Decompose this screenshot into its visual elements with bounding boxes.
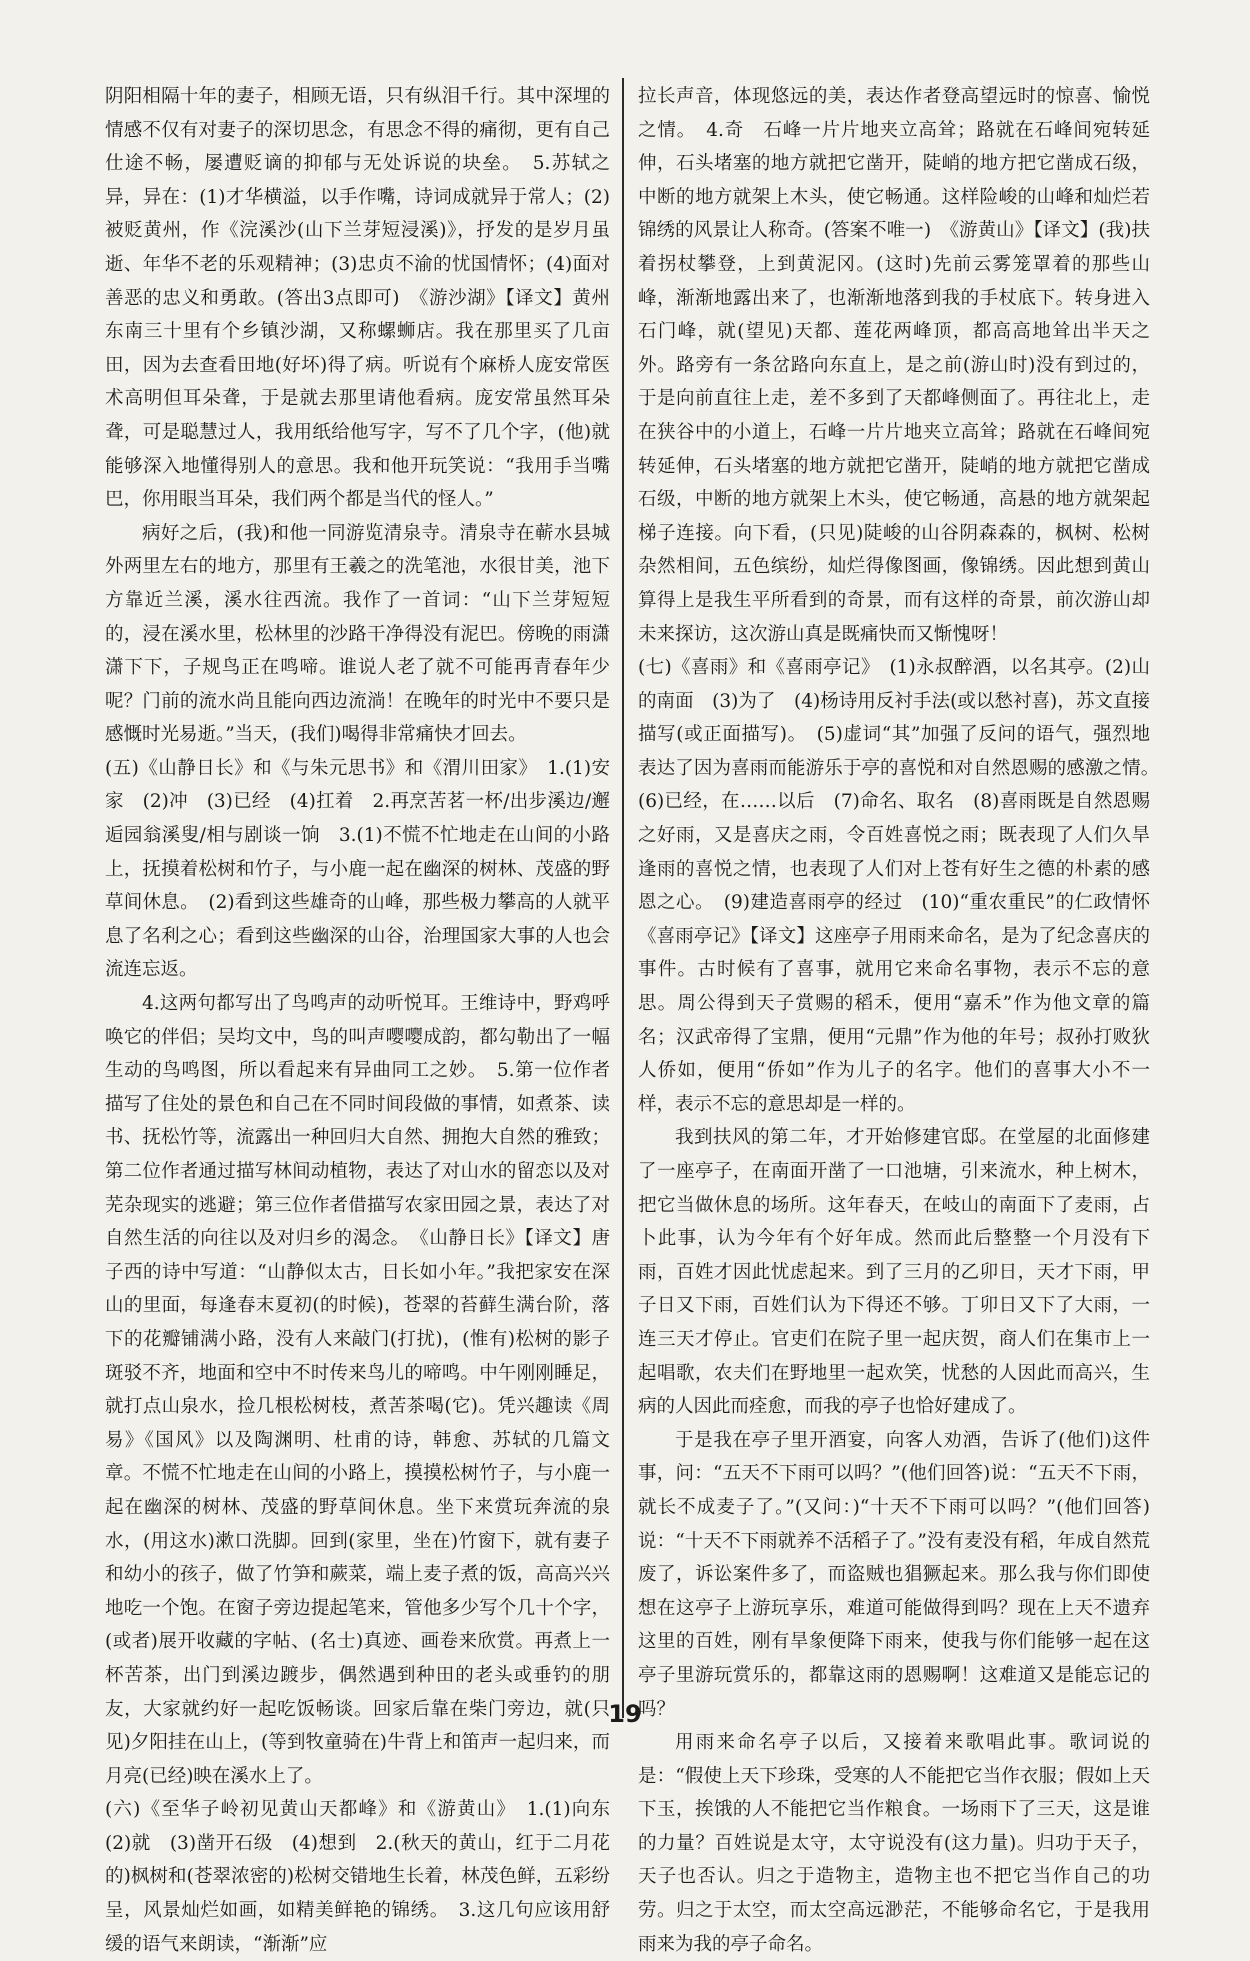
left-paragraph-4: 4.这两句都写出了鸟鸣声的动听悦耳。王维诗中，野鸡呼唤它的伴侣；吴均文中，鸟的叫声嘤嘤成韵，都勾勒出了一幅生动的鸟鸣图，所以看起来有异曲同工之妙。 5.第一位作者描写了住处的景色和自己在不同时间段做的事情，如煮茶、读书、抚松竹等，流露出一种回归大自然、拥抱大自然的雅致；第二位作者通过描写林间动植物，表达了对山水的留恋以及对芜杂现实的逃避；第三位作者借描写农家田园之景，表达了对自然生活的向往以及对归乡的渴念。 《山静日长》【译文】唐子西的诗中写道：“山静似太古，日长如小年。”我把家安在深山的里面，每逢春末夏初(的时候)，苍翠的苔藓生满台阶，落下的花瓣铺满小路，没有人来敲门(打扰)，(惟有)松树的影子斑驳不齐，地面和空中不时传来鸟儿的啼鸣。中午刚刚睡足，就打点山泉水，捡几根松树枝，煮苦茶喝(它)。凭兴趣读《周易》《国风》以及陶渊明、杜甫的诗，韩愈、苏轼的几篇文章。不慌不忙地走在山间的小路上，摸摸松树竹子，与小鹿一起在幽深的树林、茂盛的野草间休息。坐下来赏玩奔流的泉水，(用这水)漱口洗脚。回到(家里，坐在)竹窗下，就有妻子和幼小的孩子，做了竹笋和蕨菜，端上麦子煮的饭，高高兴兴地吃一个饱。在窗子旁边提起笔来，管他多少写个几十个字，(或者)展开收藏的字帖、(名士)真迹、画卷来欣赏。再煮上一杯苦茶，出门到溪边踱步，偶然遇到种田的老头或垂钓的朋友，大家就约好一起吃饭畅谈。回家后靠在柴门旁边，就(只见)夕阳挂在山上，(等到牧童骑在)牛背上和笛声一起归来，而月亮(已经)映在溪水上了。	[105, 993, 610, 1787]
left-section-6: (六)《至华子岭初见黄山天都峰》和《游黄山》 1.(1)向东 (2)就 (3)凿开石级 (4)想到 2.(秋天的黄山，红于二月花的)枫树和(苍翠浓密的)松树交错地生长着，林茂色鲜，五彩纷呈，风景灿烂如画，如精美鲜艳的锦绣。 3.这几句应该用舒缓的语气来朗读，“渐渐”应	[105, 1799, 629, 1955]
left-section-5: (五)《山静日长》和《与朱元思书》和《渭川田家》 1.(1)安家 (2)冲 (3)已经 (4)扛着 2.再烹苦茗一杯/出步溪边/邂逅园翁溪叟/相与剧谈一饷 3.(1)不慌不忙地走在山间的小路上，抚摸着松树和竹子，与小鹿一起在幽深的树林、茂盛的野草间休息。 (2)看到这些雄奇的山峰，那些极力攀高的人就平息了名利之心；看到这些幽深的山谷，治理国家大事的人也会流连忘返。	[105, 757, 610, 981]
right-column	[638, 80, 1169, 1955]
right-section-7: (七)《喜雨》和《喜雨亭记》 (1)永叔醉酒，以名其亭。(2)山的南面 (3)为了 (4)杨诗用反衬手法(或以愁衬喜)，苏文直接描写(或正面描写)。 (5)虚词“其”加强了反问的语气，强烈地表达了因为喜雨而能游乐于亭的喜悦和对自然恩赐的感激之情。 (6)已经，在……以后 (7)命名、取名 (8)喜雨既是自然恩赐之好雨，又是喜庆之雨，令百姓喜悦之雨；既表现了人们久旱逢雨的喜悦之情，也表现了人们对上苍有好生之德的朴素的感恩之心。 (9)建造喜雨亭的经过 (10)“重农重民”的仁政情怀 《喜雨亭记》【译文】这座亭子用雨来命名，是为了纪念喜庆的事件。古时候有了喜事，就用它来命名事物，表示不忘的意思。周公得到天子赏赐的稻禾，便用“嘉禾”作为他文章的篇名；汉武帝得了宝鼎，便用“元鼎”作为他的年号；叔孙打败狄人侨如，便用“侨如”作为儿子的名字。他们的喜事大小不一样，表示不忘的意思却是一样的。	[638, 657, 1169, 1115]
left-paragraph-2: 病好之后，(我)和他一同游览清泉寺。清泉寺在蕲水县城外两里左右的地方，那里有王羲之的洗笔池，水很甘美，池下方靠近兰溪，溪水往西流。我作了一首词：“山下兰芽短短的，浸在溪水里，松林里的沙路干净得没有泥巴。傍晚的雨潇潇下下，子规鸟正在鸣啼。谁说人老了就不可能再青春年少呢？门前的流水尚且能向西边流淌！在晚年的时光中不要只是感慨时光易逝。”当天，(我们)喝得非常痛快才回去。	[105, 522, 610, 746]
right-paragraph-1: 拉长声音，体现悠远的美，表达作者登高望远时的惊喜、愉悦之情。 4.奇 石峰一片片地夹立高耸；路就在石峰间宛转延伸，石头堵塞的地方就把它凿开，陡峭的地方把它凿成石级，中断的地方就架上木头，使它畅通。这样险峻的山峰和灿烂若锦绣的风景让人称奇。(答案不唯一) 《游黄山》【译文】(我)扶着拐杖攀登，上到黄泥冈。(这时)先前云雾笼罩着的那些山峰，渐渐地露出来了，也渐渐地落到我的手杖底下。转身进入石门峰，就(望见)天都、莲花两峰顶，都高高地耸出半天之外。路旁有一条岔路向东直上，是之前(游山时)没有到过的，于是向前直往上走，差不多到了天都峰侧面了。再往北上，走在狭谷中的小道上，石峰一片片地夹立高耸；路就在石峰间宛转延伸，石头堵塞的地方就把它凿开，陡峭的地方就把它凿成石级，中断的地方就架上木头，使它畅通，高悬的地方就架起梯子连接。向下看，(只见)陡峻的山谷阴森森的，枫树、松树杂然相间，五色缤纷，灿烂得像图画，像锦绣。因此想到黄山算得上是我生平所看到的奇景，而有这样的奇景，前次游山却未来探访，这次游山真是既痛快而又惭愧呀！	[638, 86, 1150, 645]
right-paragraph-5: 用雨来命名亭子以后，又接着来歌唱此事。歌词说的是：“假使上天下珍珠，受寒的人不能把它当作衣服；假如上天下玉，挨饿的人不能把它当作粮食。一场雨下了三天，这是谁的力量？百姓说是太守，太守说没有(这力量)。归功于天子，天子也否认。归之于造物主，造物主也不把它当作自己的功劳。归之于太空，而太空高远渺茫，不能够命名它，于是我用雨来为我的亭子命名。	[638, 1732, 1150, 1955]
page-number: 19	[608, 1700, 642, 1728]
right-paragraph-4: 于是我在亭子里开酒宴，向客人劝酒，告诉了(他们)这件事，问：“五天不下雨可以吗？”(他们回答)说：“五天不下雨，就长不成麦子了。”(又问：)“十天不下雨可以吗？”(他们回答)说：“十天不下雨就养不活稻子了。”没有麦没有稻，年成自然荒废了，诉讼案件多了，而盗贼也猖獗起来。那么我与你们即使想在这亭子上游玩享乐，难道可能做得到吗？现在上天不遗弃这里的百姓，刚有旱象便降下雨来，使我与你们能够一起在这亭子里游玩赏乐的，都靠这雨的恩赐啊！这难道又是能忘记的吗？	[638, 1429, 1150, 1720]
left-paragraph-1: 阴阳相隔十年的妻子，相顾无语，只有纵泪千行。其中深埋的情感不仅有对妻子的深切思念，有思念不得的痛彻，更有自己仕途不畅，屡遭贬谪的抑郁与无处诉说的块垒。 5.苏轼之异，异在：(1)才华横溢，以手作嘴，诗词成就异于常人；(2)被贬黄州，作《浣溪沙(山下兰芽短浸溪)》，抒发的是岁月虽逝、年华不老的乐观精神；(3)忠贞不渝的忧国情怀；(4)面对善恶的忠义和勇敢。(答出3点即可) 《游沙湖》【译文】黄州东南三十里有个乡镇沙湖，又称螺蛳店。我在那里买了几亩田，因为去查看田地(好坏)得了病。听说有个麻桥人庞安常医术高明但耳朵聋，于是就去那里请他看病。庞安常虽然耳朵聋，可是聪慧过人，我用纸给他写字，写不了几个字，(他)就能够深入地懂得别人的意思。我和他开玩笑说：“我用手当嘴巴，你用眼当耳朵，我们两个都是当代的怪人。”	[105, 86, 610, 511]
column-divider	[622, 78, 624, 1718]
right-paragraph-3: 我到扶风的第二年，才开始修建官邸。在堂屋的北面修建了一座亭子，在南面开凿了一口池塘，引来流水，种上树木，把它当做休息的场所。这年春天，在岐山的南面下了麦雨，占卜此事，认为今年有个好年成。然而此后整整一个月没有下雨，百姓才因此忧虑起来。到了三月的乙卯日，天才下雨，甲子日又下雨，百姓们认为下得还不够。丁卯日又下了大雨，一连三天才停止。官吏们在院子里一起庆贺，商人们在集市上一起唱歌，农夫们在野地里一起欢笑，忧愁的人因此而高兴，生病的人因此而痊愈，而我的亭子也恰好建成了。	[638, 1127, 1150, 1418]
